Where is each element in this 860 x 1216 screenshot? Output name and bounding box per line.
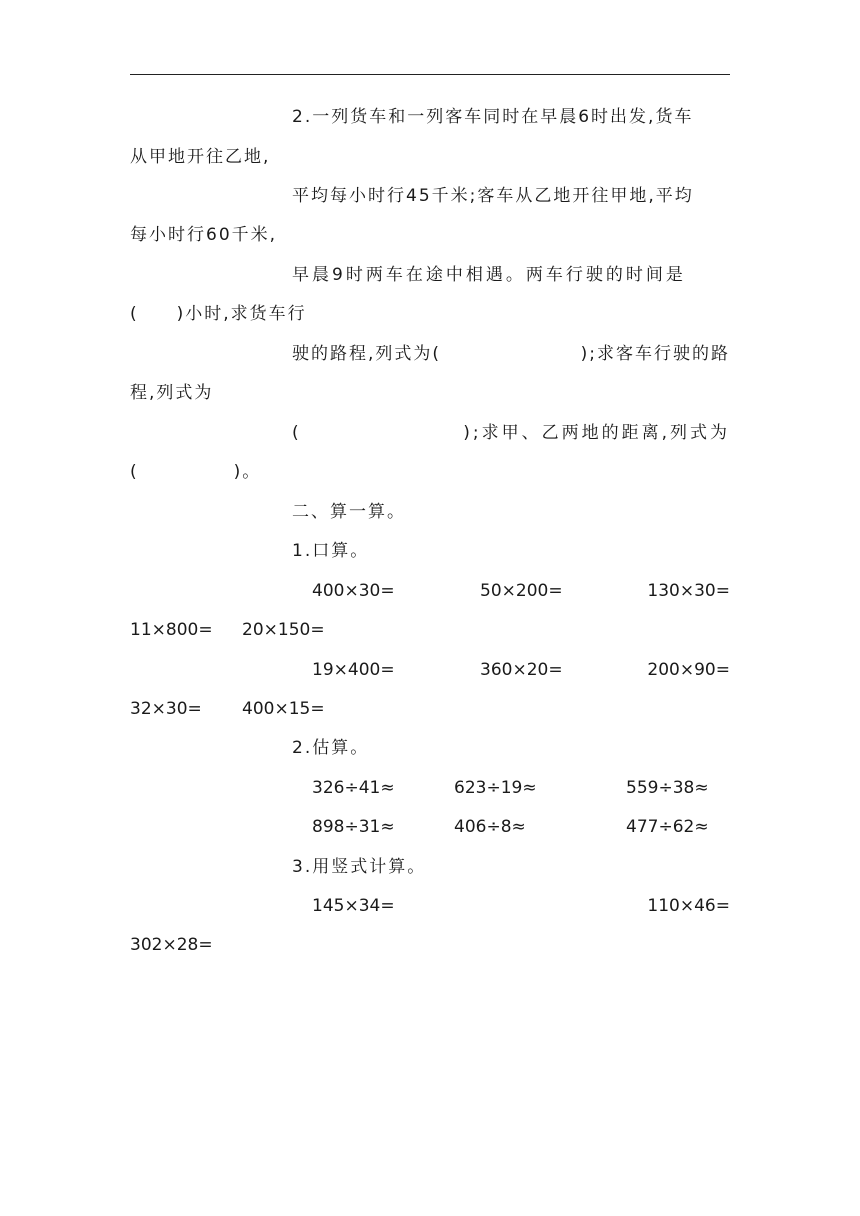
problem2-line5a [292,422,730,444]
problem2-line4b: 程,列式为 [130,383,214,403]
answer-blank-distance-close: );求甲、乙两地的距离,列式为 [463,423,730,443]
estimate-item: 623÷19≈ [454,778,537,798]
vertical-calc-item: 110×46= [647,896,730,916]
vertical-calc-item: 302×28= [130,935,213,955]
calc-item: 130×30= [647,581,730,601]
calc-item: 32×30= [130,699,202,719]
sub3-title: 3.用竖式计算。 [292,857,427,877]
calc-item: 400×30= [312,581,395,601]
estimate-item: 326÷41≈ [312,778,395,798]
problem2-line4a [292,343,730,365]
problem2-line5b: ( )。 [130,462,262,482]
calc-item: 11×800= [130,620,213,640]
section-title: 二、算一算。 [292,502,406,522]
calc-item: 400×15= [242,699,325,719]
problem2-line1a [292,106,730,128]
calc-item: 19×400= [312,660,395,680]
estimate-item: 477÷62≈ [626,817,709,837]
estimate-item: 898÷31≈ [312,817,395,837]
header-rule [130,74,730,75]
problem2-line2a-text: 平均每小时行45千米;客车从乙地开往甲地,平均 [292,186,694,206]
answer-blank-freight-distance-open: 驶的路程,列式为( [292,344,442,364]
calc-item: 20×150= [242,620,325,640]
answer-blank-passenger-distance-close: );求客车行驶的路 [580,344,730,364]
problem2-line1a-text: 2.一列货车和一列客车同时在早晨6时出发,货车 [292,107,694,127]
sub1-title: 1.口算。 [292,541,370,561]
problem2-line2b: 每小时行60千米, [130,225,278,245]
problem2-line3a-text: 早晨9时两车在途中相遇。两车行驶的时间是 [292,265,686,285]
problem2-line3b: ( )小时,求货车行 [130,304,307,324]
calc-item: 360×20= [480,660,563,680]
problem2-line2a [292,185,730,207]
problem2-line3a [292,264,730,286]
answer-blank-passenger-open: ( [292,423,302,443]
estimate-item: 559÷38≈ [626,778,709,798]
calc-item: 50×200= [480,581,563,601]
calc-item: 200×90= [647,660,730,680]
problem2-line1b: 从甲地开往乙地, [130,147,271,167]
vertical-calc-item: 145×34= [312,896,395,916]
estimate-item: 406÷8≈ [454,817,526,837]
sub2-title: 2.估算。 [292,738,370,758]
